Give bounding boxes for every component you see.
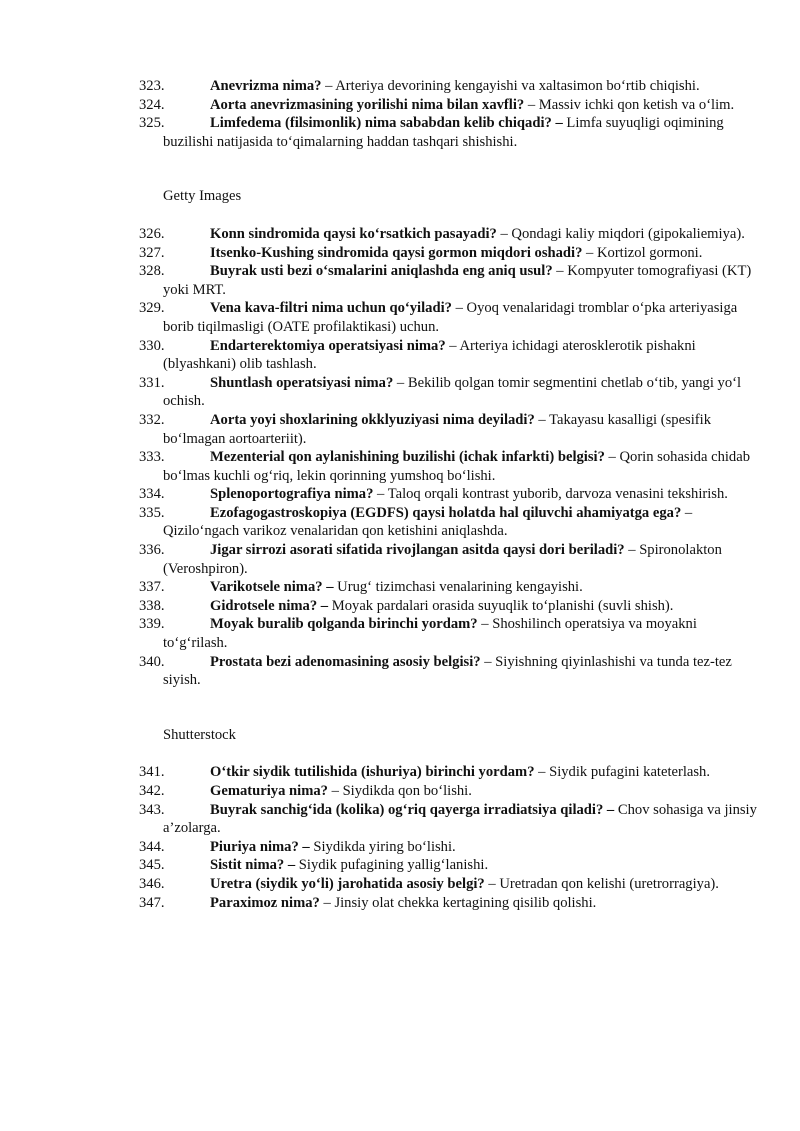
- question-item: [139, 541, 759, 578]
- question-item: [139, 615, 759, 652]
- question-item: [139, 875, 759, 894]
- item-number: 329.: [139, 300, 165, 317]
- question-text: Gematuriya nima?: [210, 783, 328, 799]
- item-number: 337.: [139, 579, 165, 596]
- question-text: Buyrak usti bezi o‘smalarini aniqlashda eng aniq usul?: [210, 263, 553, 280]
- question-text: Prostata bezi adenomasining asosiy belgisi?: [210, 653, 481, 670]
- question-item: [139, 504, 759, 541]
- item-number: 333.: [139, 449, 165, 466]
- question-text: Splenoportografiya nima?: [210, 486, 374, 503]
- question-text: Ezofagogastroskopiya (EGDFS) qaysi holatda hal qiluvchi ahamiyatga ega?: [210, 504, 682, 521]
- question-item: [139, 96, 759, 115]
- answer-text: Chov sohasiga va jinsiy a’zolarga.: [163, 801, 757, 837]
- answer-text: – Oyoq venalaridagi tromblar o‘pka arteriyasiga borib tiqilmasligi (OATE profilaktikasi) uchun.: [163, 300, 738, 335]
- item-number: 346.: [139, 875, 165, 892]
- question-item: [139, 653, 759, 690]
- item-number: 326.: [139, 225, 165, 242]
- item-number: 339.: [139, 616, 165, 633]
- answer-text: – Qizilo‘ngach varikoz venalaridan qon ketishini aniqlashda.: [163, 504, 693, 540]
- answer-text: – Siydik pufagini kateterlash.: [534, 764, 710, 781]
- item-number: 328.: [139, 263, 165, 280]
- answer-text: – Arteriya devorining kengayishi va xaltasimon bo‘rtib chiqishi.: [321, 78, 700, 94]
- item-number: 335.: [139, 504, 165, 521]
- answer-text: – Siyishning qiyinlashishi va tunda tez-tez siyish.: [163, 653, 732, 689]
- answer-text: Siydik pufagining yallig‘lanishi.: [295, 857, 489, 874]
- item-number: 344.: [139, 838, 165, 855]
- question-text: Sistit nima? –: [210, 857, 296, 874]
- item-number: 334.: [139, 486, 165, 503]
- answer-text: – Massiv ichki qon ketish va o‘lim.: [524, 96, 735, 113]
- question-item: [139, 856, 759, 875]
- answer-text: – Arteriya ichidagi aterosklerotik pishakni (blyashkani) olib tashlash.: [163, 337, 696, 373]
- question-text: Itsenko-Kushing sindromida qaysi gormon miqdori oshadi?: [210, 244, 583, 261]
- answer-text: Moyak pardalari orasida suyuqlik to‘planishi (suvli shish).: [328, 597, 674, 614]
- answer-text: – Siydikda qon bo‘lishi.: [327, 783, 472, 799]
- question-text: Aorta yoyi shoxlarining okklyuziyasi nima deyiladi?: [210, 411, 535, 428]
- question-item: [139, 114, 759, 151]
- question-text: Paraximoz nima?: [210, 894, 320, 911]
- question-text: Gidrotsele nima? –: [210, 597, 329, 614]
- question-item: [139, 763, 759, 782]
- answer-text: – Shoshilinch operatsiya va moyakni to‘g‘rilash.: [163, 616, 697, 652]
- question-item: [139, 77, 759, 96]
- question-text: Aorta anevrizmasining yorilishi nima bilan xavfli?: [210, 96, 525, 113]
- question-text: Moyak buralib qolganda birinchi yordam?: [210, 616, 478, 633]
- item-number: 338.: [139, 597, 165, 614]
- item-number: 343.: [139, 801, 165, 818]
- answer-text: Urug‘ tizimchasi venalarining kengayishi.: [333, 579, 583, 596]
- item-number: 331.: [139, 374, 165, 391]
- item-number: 330.: [139, 337, 165, 354]
- item-number: 327.: [139, 244, 165, 261]
- answer-text: – Takayasu kasalligi (spesifik bo‘lmagan aortoarteriit).: [163, 411, 711, 447]
- answer-text: – Uretradan qon kelishi (uretrorragiya).: [484, 875, 719, 892]
- question-text: Jigar sirrozi asorati sifatida rivojlangan asitda qaysi dori beriladi?: [210, 542, 625, 559]
- question-text: Shuntlash operatsiyasi nima?: [210, 374, 394, 391]
- answer-text: – Bekilib qolgan tomir segmentini chetlab o‘tib, yangi yo‘l ochish.: [163, 374, 742, 410]
- question-text: Uretra (siydik yo‘li) jarohatida asosiy belgi?: [210, 875, 485, 892]
- item-number: 332.: [139, 411, 165, 428]
- question-item: [139, 262, 759, 299]
- item-number: 347.: [139, 894, 165, 911]
- question-text: Buyrak sanchig‘ida (kolika) og‘riq qayerga irradiatsiya qiladi? –: [210, 801, 615, 818]
- question-text: Varikotsele nima? –: [210, 579, 334, 596]
- question-item: [139, 411, 759, 448]
- item-number: 341.: [139, 764, 165, 781]
- item-number: 340.: [139, 653, 165, 670]
- item-number: 345.: [139, 857, 165, 874]
- answer-text: – Taloq orqali kontrast yuborib, darvoza venasini tekshirish.: [373, 486, 728, 503]
- question-text: Vena kava-filtri nima uchun qo‘yiladi?: [210, 300, 452, 317]
- question-text: Mezenterial qon aylanishining buzilishi (ichak infarkti) belgisi?: [210, 449, 605, 466]
- question-text: Konn sindromida qaysi ko‘rsatkich pasayadi?: [210, 225, 497, 242]
- answer-text: – Kortizol gormoni.: [582, 244, 703, 261]
- question-text: Endarterektomiya operatsiyasi nima?: [210, 337, 446, 354]
- question-item: [139, 225, 759, 244]
- image-credit: Getty Images: [163, 188, 242, 205]
- answer-text: – Jinsiy olat chekka kertagining qisilib qolishi.: [319, 894, 597, 911]
- question-item: [139, 448, 759, 485]
- question-item: [139, 838, 759, 857]
- item-number: 323.: [139, 78, 165, 94]
- item-number: 336.: [139, 542, 165, 559]
- answer-text: – Kompyuter tomografiyasi (KT) yoki MRT.: [163, 263, 752, 298]
- question-text: Piuriya nima? –: [210, 838, 310, 855]
- item-number: 324.: [139, 96, 165, 113]
- question-item: [139, 894, 759, 913]
- image-credit: Shutterstock: [163, 726, 236, 743]
- answer-text: Siydikda yiring bo‘lishi.: [309, 838, 456, 855]
- answer-text: – Qorin sohasida chidab bo‘lmas kuchli og‘riq, lekin qorinning yumshoq bo‘lishi.: [163, 449, 750, 484]
- question-item: [139, 299, 759, 336]
- question-item: [139, 374, 759, 411]
- item-number: 342.: [139, 783, 165, 799]
- question-item: [139, 337, 759, 374]
- question-item: [139, 597, 759, 616]
- answer-text: Limfa suyuqligi oqimining buzilishi natijasida to‘qimalarning haddan tashqari shishishi.: [163, 115, 724, 150]
- question-item: [139, 578, 759, 597]
- answer-text: – Spironolakton (Veroshpiron).: [163, 542, 722, 577]
- item-number: 325.: [139, 115, 165, 132]
- question-text: O‘tkir siydik tutilishida (ishuriya) birinchi yordam?: [210, 764, 535, 781]
- question-text: Limfedema (filsimonlik) nima sababdan kelib chiqadi? –: [210, 115, 563, 132]
- question-text: Anevrizma nima?: [210, 78, 322, 94]
- answer-text: – Qondagi kaliy miqdori (gipokaliemiya).: [496, 225, 745, 242]
- qa-list: [139, 77, 759, 912]
- question-item: [139, 244, 759, 263]
- question-item: [139, 801, 759, 838]
- question-item: [139, 782, 759, 801]
- question-item: [139, 485, 759, 504]
